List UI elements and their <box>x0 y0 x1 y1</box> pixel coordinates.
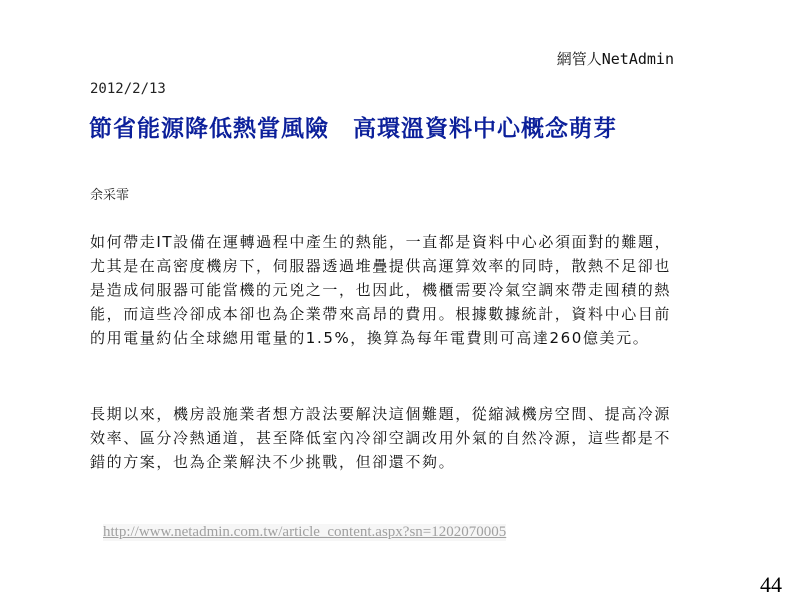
article-clipping <box>80 40 680 550</box>
source-name: 網管人NetAdmin <box>556 50 674 68</box>
source-url-link[interactable]: http://www.netadmin.com.tw/article_content.aspx?sn=1202070005 <box>103 524 507 540</box>
article-headline: 節省能源降低熱當風險 高環溫資料中心概念萌芽 <box>89 116 617 142</box>
article-author: 余采霏 <box>90 188 130 203</box>
page-number: 44 <box>760 572 782 597</box>
article-paragraph-2: 長期以來，機房設施業者想方設法要解決這個難題，從縮減機房空間、提高冷源效率、區分冷熱通道，甚至降低室內冷卻空調改用外氣的自然冷源，這些都是不錯的方案，也為企業解決不少挑戰，但卻還不夠。 <box>90 405 672 471</box>
article-paragraph-1: 如何帶走IT設備在運轉過程中產生的熱能，一直都是資料中心必須面對的難題，尤其是在高密度機房下，伺服器透過堆疊提供高運算效率的同時，散熱不足卻也是造成伺服器可能當機的元兇之一，也因此，機櫃需要冷氣空調來帶走囤積的熱能，而這些冷卻成本卻也為企業帶來高昂的費用。根據數據統計，資料中心目前的用電量約佔全球總用電量的1.5%，換算為每年電費則可高達260億美元。 <box>90 233 672 347</box>
article-date: 2012/2/13 <box>90 81 166 97</box>
